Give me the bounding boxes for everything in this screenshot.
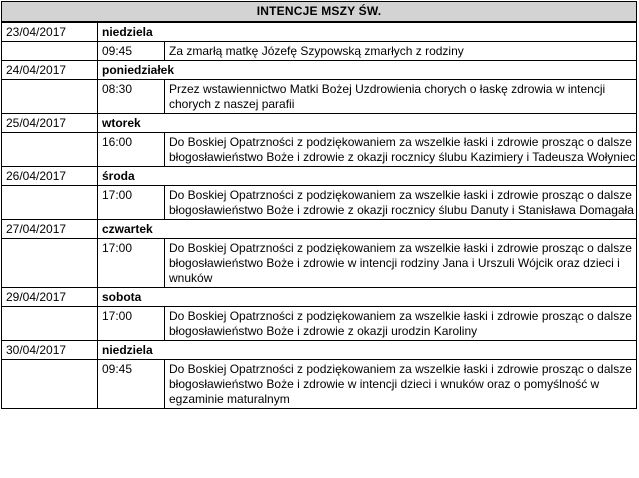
day-weekday: wtorek (98, 114, 637, 133)
day-weekday: niedziela (98, 341, 637, 360)
day-row (2, 220, 637, 239)
mass-intention: Do Boskiej Opatrzności z podziękowaniem za wszelkie łaski i zdrowie prosząc o dalsze błogosławieństwo Boże i zdrowie w intencji dzieci i wnuków oraz o pomyślność w egzaminie maturalnym (165, 360, 637, 409)
day-weekday: środa (98, 167, 637, 186)
day-weekday: niedziela (98, 22, 637, 42)
mass-intentions-sheet (1, 1, 637, 409)
mass-time: 09:45 (98, 360, 165, 409)
mass-row (2, 80, 637, 114)
day-weekday: sobota (98, 288, 637, 307)
mass-row (2, 360, 637, 409)
day-date: 23/04/2017 (2, 22, 98, 42)
mass-row (2, 307, 637, 341)
mass-time: 17:00 (98, 186, 165, 220)
mass-row (2, 186, 637, 220)
page-title: INTENCJE MSZY ŚW. (2, 2, 637, 23)
title-row (2, 2, 637, 23)
mass-time: 16:00 (98, 133, 165, 167)
mass-empty-cell (2, 186, 98, 220)
mass-intention: Przez wstawiennictwo Matki Bożej Uzdrowienia chorych o łaskę zdrowia w intencji chorych z naszej parafii (165, 80, 637, 114)
day-row (2, 114, 637, 133)
mass-empty-cell (2, 360, 98, 409)
mass-intention: Do Boskiej Opatrzności z podziękowaniem za wszelkie łaski i zdrowie prosząc o dalsze błogosławieństwo Boże i zdrowie w intencji rodziny Jana i Urszuli Wójcik oraz dzieci i wnuków (165, 239, 637, 288)
day-date: 26/04/2017 (2, 167, 98, 186)
day-row (2, 61, 637, 80)
mass-row (2, 133, 637, 167)
mass-intention: Do Boskiej Opatrzności z podziękowaniem za wszelkie łaski i zdrowie prosząc o dalsze błogosławieństwo Boże i zdrowie z okazji rocznicy ślubu Kazimiery i Tadeusza Wołyniec (165, 133, 637, 167)
day-date: 30/04/2017 (2, 341, 98, 360)
day-date: 24/04/2017 (2, 61, 98, 80)
mass-row (2, 239, 637, 288)
mass-intention: Za zmarłą matkę Józefę Szypowską zmarłych z rodziny (165, 42, 637, 61)
mass-time: 08:30 (98, 80, 165, 114)
day-weekday: poniedziałek (98, 61, 637, 80)
day-date: 29/04/2017 (2, 288, 98, 307)
mass-empty-cell (2, 80, 98, 114)
day-weekday: czwartek (98, 220, 637, 239)
day-date: 27/04/2017 (2, 220, 98, 239)
intentions-table-body (2, 2, 637, 409)
day-date: 25/04/2017 (2, 114, 98, 133)
mass-time: 17:00 (98, 307, 165, 341)
day-row (2, 167, 637, 186)
day-row (2, 341, 637, 360)
day-row (2, 22, 637, 42)
mass-empty-cell (2, 307, 98, 341)
mass-row (2, 42, 637, 61)
mass-intention: Do Boskiej Opatrzności z podziękowaniem za wszelkie łaski i zdrowie prosząc o dalsze błogosławieństwo Boże i zdrowie z okazji rocznicy ślubu Danuty i Stanisława Domagała (165, 186, 637, 220)
mass-empty-cell (2, 133, 98, 167)
mass-time: 17:00 (98, 239, 165, 288)
mass-empty-cell (2, 42, 98, 61)
day-row (2, 288, 637, 307)
mass-intention: Do Boskiej Opatrzności z podziękowaniem za wszelkie łaski i zdrowie prosząc o dalsze błogosławieństwo Boże i zdrowie z okazji urodzin Karoliny (165, 307, 637, 341)
mass-time: 09:45 (98, 42, 165, 61)
intentions-table (1, 1, 637, 409)
mass-empty-cell (2, 239, 98, 288)
